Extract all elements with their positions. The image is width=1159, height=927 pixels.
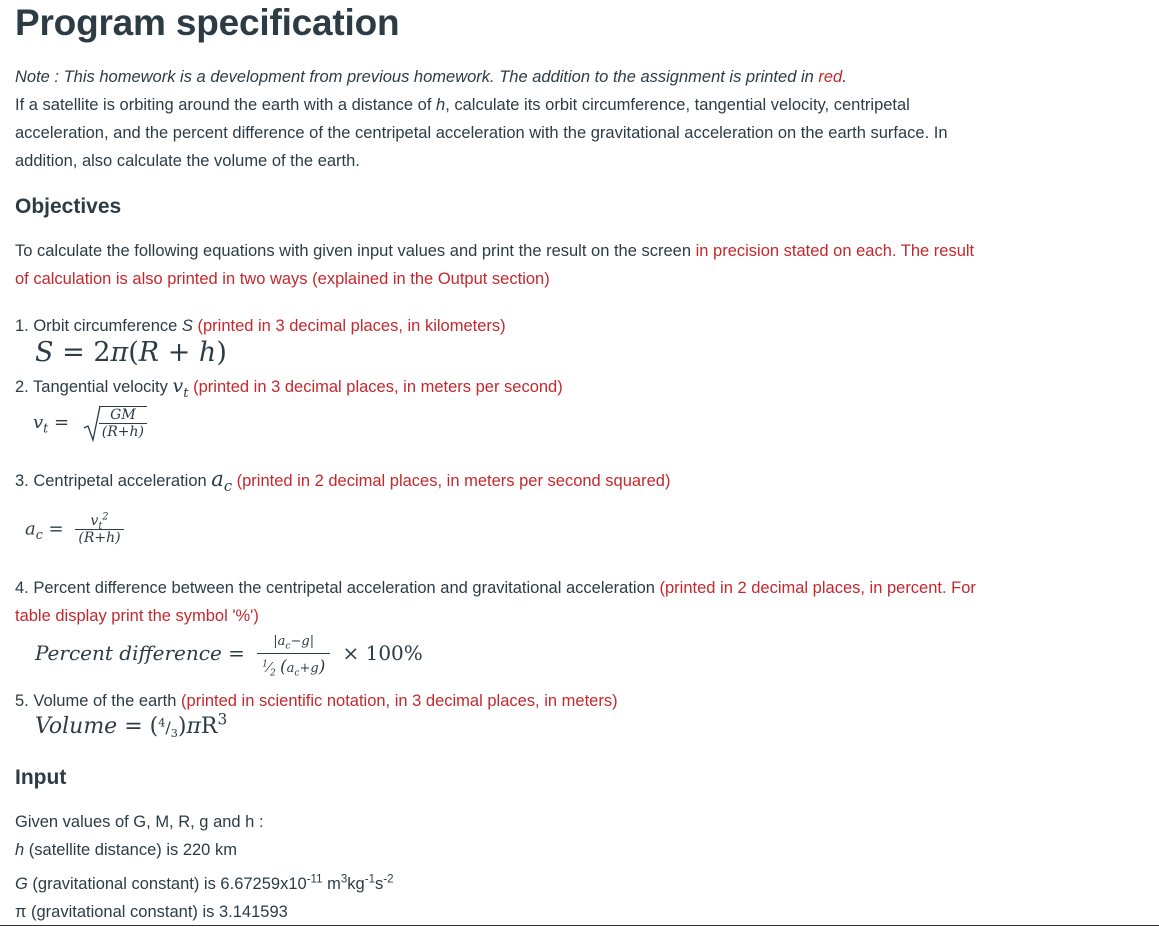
input-pi-line bbox=[15, 898, 1150, 926]
input-text: (satellite distance) is 220 km bbox=[24, 841, 237, 859]
objectives-text: To calculate the following equations with given input values and print the result on the screen bbox=[15, 242, 696, 260]
item-orbit-circumference bbox=[15, 312, 1150, 340]
note-paragraph bbox=[15, 63, 1150, 91]
item-label: 2. Tangential velocity bbox=[15, 378, 173, 396]
input-unit: kg bbox=[347, 875, 365, 893]
input-unit-exponent: 3 bbox=[340, 873, 348, 886]
item-note: (printed in 2 decimal places, in percent. For bbox=[659, 579, 976, 597]
input-h-line bbox=[15, 836, 1150, 864]
item-symbol: $a_c$ bbox=[211, 467, 233, 496]
intro-line-2: acceleration, and the percent difference of the centripetal acceleration with the gravitational acceleration on the earth surface. In bbox=[15, 124, 948, 142]
item-percent-difference-note-2: table display print the symbol '%') bbox=[15, 607, 259, 625]
formula-volume-earth: Volume = $(^4/_3)\pi R^3$ bbox=[35, 710, 228, 741]
note-red-word: red bbox=[818, 68, 843, 86]
intro-line-3: addition, also calculate the volume of the earth. bbox=[15, 152, 360, 170]
input-unit-exponent: -1 bbox=[364, 873, 376, 886]
item-note: (printed in 3 decimal places, in meters per second) bbox=[188, 378, 563, 396]
item-percent-difference bbox=[15, 574, 1150, 602]
item-label: 1. Orbit circumference bbox=[15, 317, 182, 335]
item-centripetal-acceleration bbox=[15, 465, 1150, 495]
item-note: (printed in 2 decimal places, in meters per second squared) bbox=[232, 472, 671, 490]
item-label: 3. Centripetal acceleration bbox=[15, 472, 212, 490]
item-note: (printed in 3 decimal places, in kilometers) bbox=[192, 317, 506, 335]
intro-line-1: If a satellite is orbiting around the earth with a distance of h, calculate its orbit circumference, tangential velocity, centripetal bbox=[15, 96, 910, 114]
page-title: Program specification bbox=[15, 2, 400, 43]
input-unit: m bbox=[322, 875, 341, 893]
objectives-heading: Objectives bbox=[15, 195, 122, 218]
note-suffix: . bbox=[842, 68, 847, 86]
objectives-red-text: in precision stated on each. The result bbox=[695, 242, 975, 260]
input-unit: s bbox=[375, 875, 384, 893]
input-symbol: G bbox=[15, 875, 28, 893]
item-symbol: S bbox=[181, 317, 193, 335]
formula-denominator: (R+h) bbox=[101, 424, 145, 440]
formula-percent-difference: Percent difference = $\frac{|a_c-g|}{^1⁄_2 (a_c+g)}$ × 100% bbox=[35, 634, 423, 679]
item-symbol: $v_t$ bbox=[172, 375, 189, 401]
item-label: 4. Percent difference between the centripetal acceleration and gravitational acceleration bbox=[15, 579, 660, 597]
item-label: 5. Volume of the earth bbox=[15, 692, 182, 710]
note-text: Note : This homework is a development from previous homework. The addition to the assignment is printed in bbox=[15, 68, 819, 86]
input-g-line bbox=[15, 870, 1150, 898]
item-tangential-velocity bbox=[15, 372, 1150, 401]
input-text: (gravitational constant) is 6.67259x10 bbox=[27, 875, 307, 893]
formula-numerator: GM bbox=[99, 407, 147, 424]
formula-denominator: (R+h) bbox=[78, 530, 121, 546]
item-volume-earth bbox=[15, 687, 1150, 715]
objectives-line-2: of calculation is also printed in two ways (explained in the Output section) bbox=[15, 270, 550, 288]
input-unit-exponent: -2 bbox=[383, 873, 394, 886]
formula-orbit-circumference: S = 2π(R + h) bbox=[35, 337, 227, 368]
input-symbol: h bbox=[15, 841, 25, 859]
input-text: (gravitational constant) is 3.141593 bbox=[26, 903, 288, 921]
input-intro: Given values of G, M, R, g and h : bbox=[15, 813, 264, 831]
bottom-divider bbox=[0, 925, 1159, 926]
input-exponent: -11 bbox=[306, 873, 323, 886]
formula-centripetal-acceleration: $a_c$ = $\frac{v_t^2}{(R+h)}$ bbox=[25, 513, 124, 546]
item-note: (printed in scientific notation, in 3 decimal places, in meters) bbox=[181, 692, 618, 710]
objectives-line-1 bbox=[15, 237, 1150, 265]
input-symbol: π bbox=[15, 903, 27, 921]
input-heading: Input bbox=[15, 766, 67, 789]
formula-tangential-velocity: $v_t$ = $\frac{GM}{(R+h)}$ bbox=[33, 404, 147, 442]
